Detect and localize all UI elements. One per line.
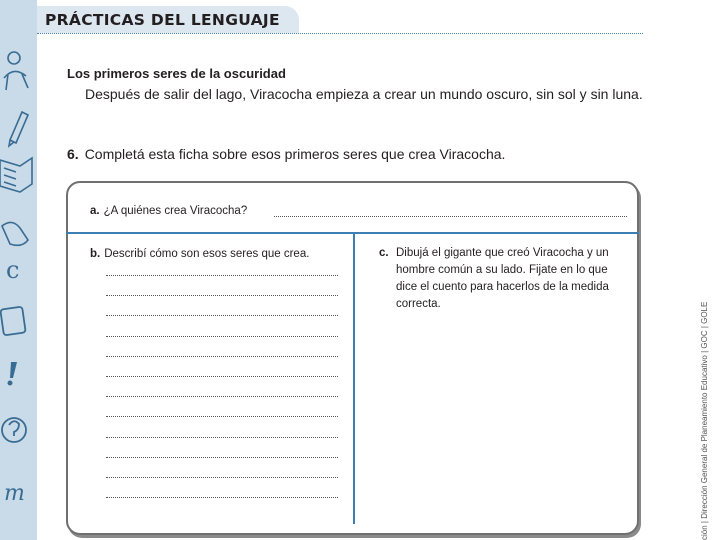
writing-line[interactable] (106, 356, 338, 357)
item-b-text: Describí cómo son esos seres que crea. (104, 248, 310, 260)
writing-line[interactable] (106, 497, 338, 498)
book-icon (0, 158, 32, 192)
section-title: Los primeros seres de la oscuridad (67, 66, 286, 81)
subject-title: PRÁCTICAS DEL LENGUAJE (45, 11, 280, 29)
letter-c-icon: c (6, 256, 20, 284)
person-doodle-icon (4, 52, 28, 90)
item-a-letter: a. (90, 205, 100, 217)
intro-paragraph: Después de salir del lago, Viracocha empieza a crear un mundo oscuro, sin sol y sin luna. (85, 86, 643, 102)
item-b (90, 248, 309, 260)
doodle-icons (0, 0, 37, 540)
hand-writing-icon (2, 222, 28, 245)
item-c-letter: c. (379, 247, 389, 259)
question-6 (67, 146, 505, 162)
vertical-credit: ción | Dirección General de Planeamiento Educativo | GOC | GOLE (700, 301, 709, 540)
decorative-side-strip (0, 0, 37, 540)
header-divider (37, 33, 643, 34)
pencil-icon (9, 112, 28, 146)
question-number: 6. (67, 146, 79, 162)
writing-line[interactable] (106, 336, 338, 337)
writing-line[interactable] (106, 275, 338, 276)
writing-line[interactable] (106, 376, 338, 377)
item-b-letter: b. (90, 248, 101, 260)
vertical-divider (353, 232, 355, 524)
writing-line[interactable] (106, 295, 338, 296)
exclamation-icon (8, 362, 18, 386)
writing-line[interactable] (106, 437, 338, 438)
item-c-text: Dibujá el gigante que creó Viracocha y un hombre común a su lado. Fijate en lo que dice el cuento para hacerlos de la medida correcta. (396, 247, 609, 310)
letter-m-icon: m (4, 481, 25, 506)
tablet-icon (0, 307, 25, 336)
item-a-text: ¿A quiénes crea Viracocha? (103, 205, 248, 217)
writing-line[interactable] (106, 457, 338, 458)
question-mark-icon (2, 418, 26, 442)
item-a (90, 205, 247, 217)
writing-line[interactable] (106, 315, 338, 316)
writing-line[interactable] (106, 416, 338, 417)
question-text: Completá esta ficha sobre esos primeros seres que crea Viracocha. (84, 146, 506, 162)
item-a-answer-line[interactable] (274, 216, 627, 217)
activity-card (66, 181, 639, 535)
writing-line[interactable] (106, 477, 338, 478)
item-c (379, 245, 624, 313)
writing-line[interactable] (106, 396, 338, 397)
